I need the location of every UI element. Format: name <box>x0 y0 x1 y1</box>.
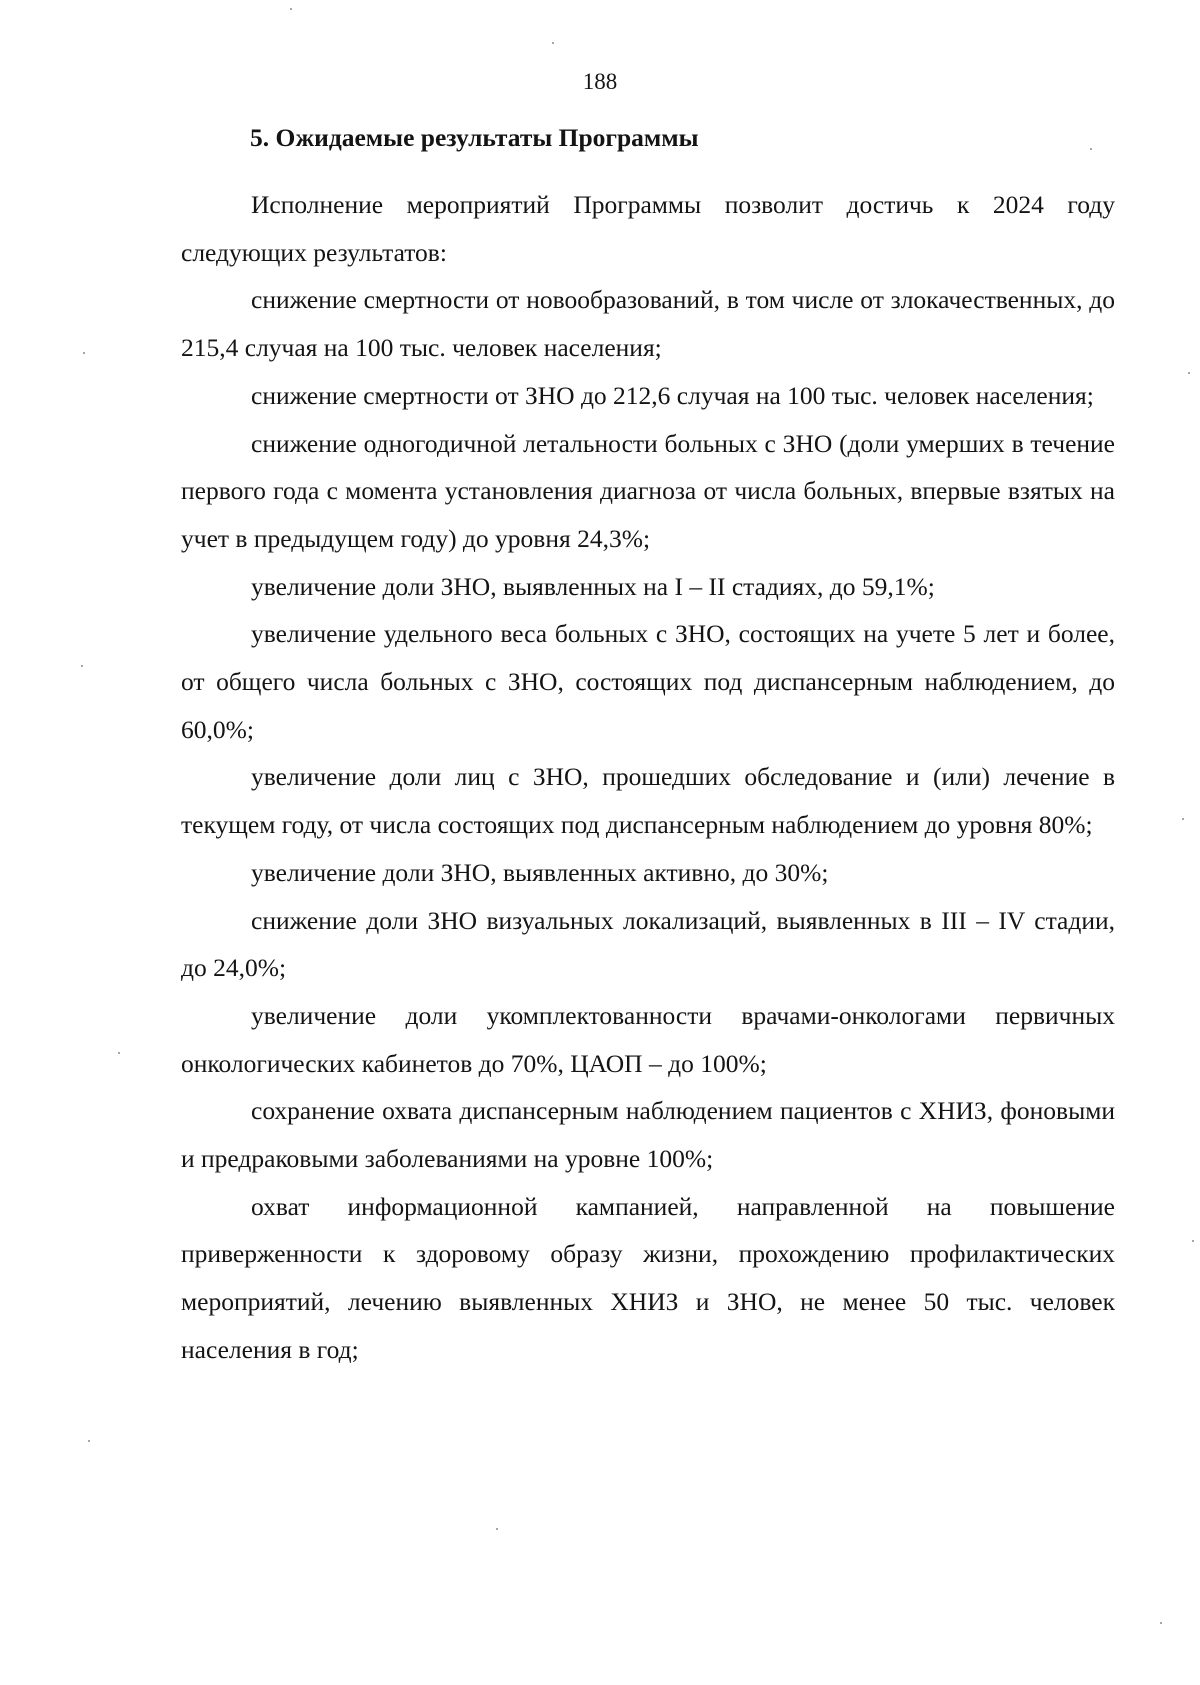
scan-speck <box>496 1528 498 1530</box>
scan-speck <box>88 1440 90 1442</box>
scan-speck <box>552 42 554 44</box>
scan-speck <box>1090 148 1092 150</box>
paragraph-item: увеличение доли ЗНО, выявленных активно, до 30%; <box>251 857 829 887</box>
paragraph-item: снижение одногодичной летальности больных с ЗНО (доли умерших в течение первого года с момента установления диагноза от числа больных, впервые взятых на учет в предыдущем году) до уровня 24,3%; <box>181 428 1115 553</box>
scan-speck <box>290 8 292 10</box>
paragraph-item: увеличение доли укомплектованности врачами-онкологами первичных онкологических кабинетов до 70%, ЦАОП – до 100%; <box>181 1000 1115 1078</box>
scan-speck <box>83 352 85 354</box>
paragraph-item: увеличение доли ЗНО, выявленных на I – II стадиях, до 59,1%; <box>251 571 935 601</box>
page-number: 188 <box>582 69 618 94</box>
scan-speck <box>1182 818 1184 820</box>
scan-speck <box>1188 372 1190 374</box>
scan-speck <box>1192 1240 1194 1242</box>
section-heading: 5. Ожидаемые результаты Программы <box>250 123 699 152</box>
paragraph-item: увеличение доли лиц с ЗНО, прошедших обследование и (или) лечение в текущем году, от числа состоящих под диспансерным наблюдением до уровня 80%; <box>181 762 1115 840</box>
scan-speck <box>81 665 83 667</box>
paragraph-item: снижение смертности от новообразований, в том числе от злокачественных, до 215,4 случая на 100 тыс. человек населения; <box>181 285 1115 363</box>
paragraph-item: снижение доли ЗНО визуальных локализаций, выявленных в III – IV стадии, до 24,0%; <box>181 905 1115 983</box>
paragraph-item: сохранение охвата диспансерным наблюдением пациентов с ХНИЗ, фоновыми и предраковыми заболеваниями на уровне 100%; <box>181 1096 1115 1174</box>
paragraph-intro: Исполнение мероприятий Программы позволит достичь к 2024 году следующих результатов: <box>181 190 1115 267</box>
paragraph-item: снижение смертности от ЗНО до 212,6 случая на 100 тыс. человек населения; <box>251 380 1094 410</box>
paragraph-item: увеличение удельного веса больных с ЗНО, состоящих на учете 5 лет и более, от общего числа больных с ЗНО, состоящих под диспансерным наблюдением, до 60,0%; <box>181 619 1115 744</box>
paragraph-item: охват информационной кампанией, направленной на повышение приверженности к здоровому образу жизни, прохождению профилактических мероприятий, лечению выявленных ХНИЗ и ЗНО, не менее 50 тыс. человек населения в год; <box>181 1191 1115 1364</box>
scan-speck <box>118 1052 120 1054</box>
document-body <box>181 181 1115 1374</box>
scan-speck <box>1160 1622 1162 1624</box>
